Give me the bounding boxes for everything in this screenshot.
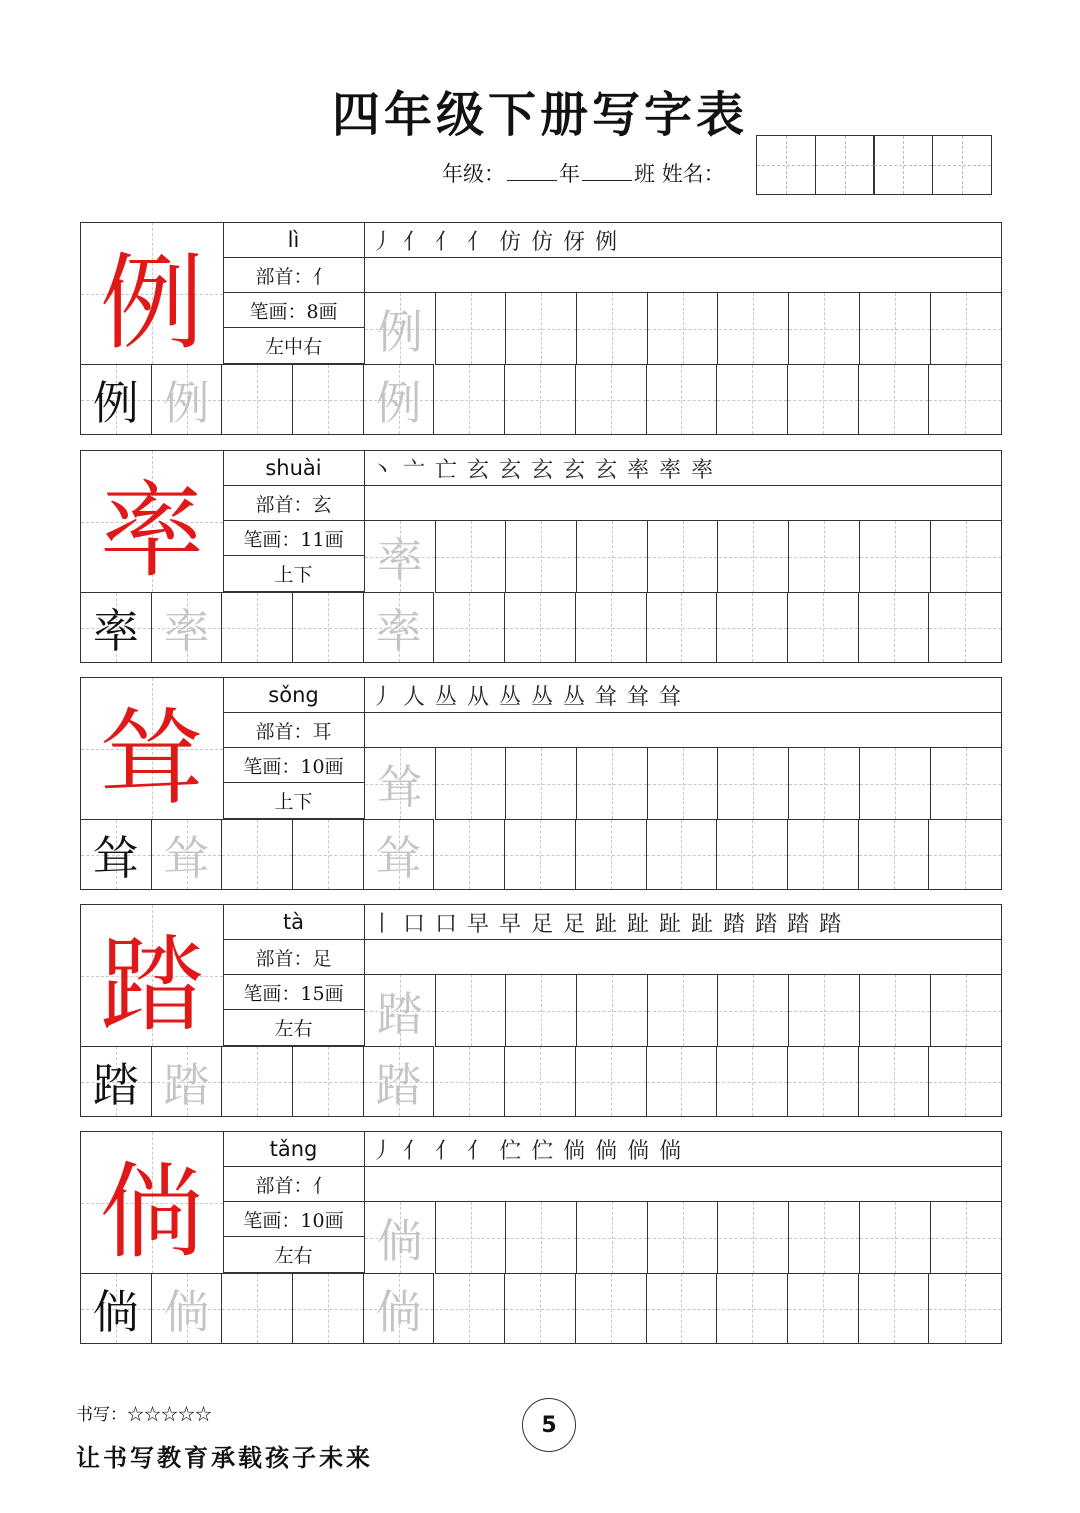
example-char: 例: [92, 375, 139, 430]
practice-cell[interactable]: [293, 364, 364, 434]
practice-cell[interactable]: [436, 975, 507, 1046]
stroke-step: 踏: [787, 911, 810, 937]
practice-cell[interactable]: [506, 1202, 577, 1273]
practice-cell[interactable]: [647, 1273, 718, 1343]
practice-cell[interactable]: [293, 819, 364, 889]
practice-cell[interactable]: [152, 1273, 223, 1343]
stroke-order-row: [365, 905, 1001, 940]
practice-cell[interactable]: [789, 1202, 860, 1273]
stroke-step: 亻: [467, 1138, 490, 1164]
practice-cell[interactable]: [435, 819, 506, 889]
practice-cell[interactable]: [929, 819, 1001, 889]
practice-cell[interactable]: [436, 293, 507, 364]
practice-cell[interactable]: [647, 364, 718, 434]
pinyin-label: sǒng: [223, 678, 365, 713]
practice-cell[interactable]: [788, 1046, 859, 1116]
stroke-step: 丶: [371, 457, 394, 483]
page-title: 四年级下册写字表: [331, 87, 748, 143]
year-suffix: 年: [559, 162, 580, 186]
practice-cell[interactable]: [860, 521, 931, 592]
practice-cell[interactable]: [364, 364, 435, 434]
stroke-step: 丿: [371, 1138, 394, 1164]
practice-cell[interactable]: [364, 819, 435, 889]
stroke-step: 耸: [595, 684, 618, 710]
practice-cell[interactable]: [152, 592, 223, 662]
stroke-step: 亻: [435, 1138, 458, 1164]
trace-char: 耸: [375, 830, 422, 885]
blank-row: [365, 940, 1001, 975]
stroke-step: 口: [403, 911, 426, 937]
practice-cell[interactable]: [81, 364, 152, 434]
trace-char: 率: [163, 603, 210, 658]
trace-char: 倘: [163, 1284, 210, 1339]
practice-cell[interactable]: [152, 364, 223, 434]
practice-cell[interactable]: [648, 975, 719, 1046]
stroke-step: 仿: [531, 229, 554, 255]
stroke-step: 率: [627, 457, 650, 483]
practice-cell[interactable]: [860, 975, 931, 1046]
practice-cell[interactable]: [365, 293, 436, 364]
practice-cell[interactable]: [222, 1046, 293, 1116]
practice-cell[interactable]: [719, 521, 790, 592]
practice-cell[interactable]: [435, 1273, 506, 1343]
trace-char: 例: [163, 375, 210, 430]
practice-cell[interactable]: [859, 819, 930, 889]
practice-cell[interactable]: [717, 1046, 788, 1116]
stroke-count-label: 笔画：8画: [223, 293, 365, 328]
practice-cell[interactable]: [364, 1273, 435, 1343]
practice-cell[interactable]: [81, 1046, 152, 1116]
practice-cell[interactable]: [577, 975, 648, 1046]
trace-char: 踏: [163, 1057, 210, 1112]
model-char-cell: [81, 223, 224, 365]
practice-cell[interactable]: [435, 364, 506, 434]
example-char: 倘: [92, 1284, 139, 1339]
practice-cell[interactable]: [789, 293, 860, 364]
practice-cell[interactable]: [931, 293, 1002, 364]
practice-cell[interactable]: [860, 293, 931, 364]
trace-char: 踏: [376, 986, 423, 1041]
stroke-order-row: [365, 223, 1001, 258]
practice-cell[interactable]: [436, 1202, 507, 1273]
stroke-step: 亻: [403, 229, 426, 255]
stroke-step: 趾: [691, 911, 714, 937]
model-char-cell: [81, 905, 224, 1047]
practice-cell[interactable]: [717, 1273, 788, 1343]
practice-cell[interactable]: [365, 975, 436, 1046]
structure-label: 左右: [223, 1237, 365, 1273]
practice-cell[interactable]: [576, 1273, 647, 1343]
trace-char: 例: [375, 375, 422, 430]
stroke-step: 倘: [563, 1138, 586, 1164]
stroke-step: 足: [563, 911, 586, 937]
stroke-count-label: 笔画：15画: [223, 975, 365, 1010]
practice-cell[interactable]: [222, 1273, 293, 1343]
practice-cell[interactable]: [860, 748, 931, 819]
trace-char: 耸: [163, 830, 210, 885]
stroke-step: 趾: [595, 911, 618, 937]
practice-cell[interactable]: [365, 521, 436, 592]
practice-cell[interactable]: [152, 1046, 223, 1116]
name-box[interactable]: [873, 135, 933, 195]
practice-cell[interactable]: [648, 521, 719, 592]
char-card: [80, 677, 1002, 890]
example-char: 率: [92, 603, 139, 658]
stroke-step: 玄: [595, 457, 618, 483]
practice-cell[interactable]: [789, 521, 860, 592]
stroke-step: 早: [499, 911, 522, 937]
practice-cell[interactable]: [577, 521, 648, 592]
practice-cell[interactable]: [81, 819, 152, 889]
practice-cell[interactable]: [505, 1046, 576, 1116]
trace-char: 倘: [376, 1213, 423, 1268]
stroke-step: 踏: [819, 911, 842, 937]
stroke-count-label: 笔画：11画: [223, 521, 365, 556]
practice-cell[interactable]: [576, 592, 647, 662]
practice-cell[interactable]: [365, 1202, 436, 1273]
stroke-step: 倘: [627, 1138, 650, 1164]
stroke-step: 口: [435, 911, 458, 937]
practice-cell[interactable]: [859, 592, 930, 662]
char-card: [80, 1131, 1002, 1344]
structure-label: 上下: [223, 556, 365, 592]
practice-cell[interactable]: [505, 592, 576, 662]
trace-char: 例: [376, 304, 423, 359]
practice-cell[interactable]: [647, 819, 718, 889]
practice-cell[interactable]: [929, 364, 1001, 434]
practice-cell[interactable]: [648, 293, 719, 364]
structure-label: 左中右: [223, 328, 365, 364]
char-card: [80, 222, 1002, 435]
practice-cell[interactable]: [81, 1273, 152, 1343]
practice-cell[interactable]: [931, 1202, 1002, 1273]
pinyin-label: shuài: [223, 451, 365, 486]
practice-cell[interactable]: [435, 1046, 506, 1116]
practice-cell[interactable]: [719, 1202, 790, 1273]
practice-cell[interactable]: [929, 1273, 1001, 1343]
blank-row: [365, 1167, 1001, 1202]
example-char: 耸: [92, 830, 139, 885]
practice-cell[interactable]: [929, 1046, 1001, 1116]
model-char-cell: [81, 1132, 224, 1274]
practice-cell[interactable]: [435, 592, 506, 662]
practice-cell[interactable]: [365, 748, 436, 819]
practice-cell[interactable]: [717, 819, 788, 889]
blank-row: [365, 258, 1001, 293]
practice-cell[interactable]: [506, 975, 577, 1046]
stroke-step: 伢: [563, 229, 586, 255]
stroke-step: 玄: [563, 457, 586, 483]
stroke-step: 人: [403, 684, 426, 710]
practice-cell[interactable]: [81, 592, 152, 662]
stroke-step: 亡: [435, 457, 458, 483]
stroke-step: 耸: [627, 684, 650, 710]
practice-cell[interactable]: [789, 748, 860, 819]
model-char: 耸: [99, 696, 204, 819]
practice-cell[interactable]: [293, 1273, 364, 1343]
model-char-cell: [81, 451, 224, 593]
model-char: 率: [99, 469, 204, 592]
stroke-step: 丛: [499, 684, 522, 710]
stroke-step: 足: [531, 911, 554, 937]
class-blank[interactable]: [582, 162, 632, 181]
stroke-step: 伫: [531, 1138, 554, 1164]
trace-char: 率: [375, 603, 422, 658]
stroke-order-row: [365, 1132, 1001, 1167]
stroke-step: 倘: [659, 1138, 682, 1164]
practice-cell[interactable]: [293, 1046, 364, 1116]
stroke-step: 丿: [371, 684, 394, 710]
page-number: 5: [522, 1398, 576, 1452]
stroke-step: 趾: [659, 911, 682, 937]
example-char: 踏: [92, 1057, 139, 1112]
blank-row: [365, 713, 1001, 748]
stroke-step: 丨: [371, 911, 394, 937]
practice-cell[interactable]: [789, 975, 860, 1046]
practice-cell[interactable]: [152, 819, 223, 889]
name-label: 姓名：: [661, 162, 725, 186]
stroke-step: 率: [659, 457, 682, 483]
practice-cell[interactable]: [436, 748, 507, 819]
practice-cell[interactable]: [648, 1202, 719, 1273]
stroke-step: 丛: [531, 684, 554, 710]
stroke-count-label: 笔画：10画: [223, 1202, 365, 1237]
practice-cell[interactable]: [860, 1202, 931, 1273]
stroke-step: 亻: [467, 229, 490, 255]
practice-cell[interactable]: [222, 364, 293, 434]
name-box[interactable]: [815, 135, 875, 195]
stroke-step: 踏: [755, 911, 778, 937]
pinyin-label: tǎng: [223, 1132, 365, 1167]
practice-cell[interactable]: [577, 1202, 648, 1273]
stroke-step: 早: [467, 911, 490, 937]
radical-label: 部首：亻: [223, 258, 365, 293]
practice-cell[interactable]: [436, 521, 507, 592]
trace-char: 踏: [375, 1057, 422, 1112]
practice-cell[interactable]: [859, 364, 930, 434]
pinyin-label: tà: [223, 905, 365, 940]
trace-char: 率: [376, 532, 423, 587]
practice-cell[interactable]: [505, 364, 576, 434]
stroke-step: 从: [467, 684, 490, 710]
stroke-count-label: 笔画：10画: [223, 748, 365, 783]
practice-cell[interactable]: [505, 1273, 576, 1343]
slogan: 让书写教育承载孩子未来: [76, 1443, 373, 1472]
practice-cell[interactable]: [293, 592, 364, 662]
practice-cell[interactable]: [506, 748, 577, 819]
stroke-step: 玄: [531, 457, 554, 483]
stroke-step: 例: [595, 229, 618, 255]
stroke-step: 丛: [435, 684, 458, 710]
trace-char: 倘: [375, 1284, 422, 1339]
practice-cell[interactable]: [859, 1273, 930, 1343]
practice-cell[interactable]: [648, 748, 719, 819]
practice-cell[interactable]: [788, 819, 859, 889]
practice-cell[interactable]: [788, 1273, 859, 1343]
practice-cell[interactable]: [505, 819, 576, 889]
practice-cell[interactable]: [859, 1046, 930, 1116]
practice-cell[interactable]: [647, 1046, 718, 1116]
stroke-step: 耸: [659, 684, 682, 710]
grade-blank[interactable]: [507, 162, 557, 181]
stroke-order-row: [365, 451, 1001, 486]
practice-cell[interactable]: [222, 819, 293, 889]
trace-char: 耸: [376, 759, 423, 814]
name-box[interactable]: [756, 135, 816, 195]
practice-cell[interactable]: [222, 592, 293, 662]
structure-label: 左右: [223, 1010, 365, 1046]
grade-label: 年级：: [442, 162, 505, 186]
radical-label: 部首：亻: [223, 1167, 365, 1202]
practice-cell[interactable]: [719, 748, 790, 819]
practice-cell[interactable]: [788, 592, 859, 662]
char-card: [80, 904, 1002, 1117]
practice-cell[interactable]: [719, 293, 790, 364]
practice-cell[interactable]: [576, 1046, 647, 1116]
model-char: 踏: [99, 923, 204, 1046]
stroke-step: 丛: [563, 684, 586, 710]
practice-cell[interactable]: [506, 293, 577, 364]
stroke-step: 率: [691, 457, 714, 483]
radical-label: 部首：玄: [223, 486, 365, 521]
stroke-step: 亠: [403, 457, 426, 483]
student-info-line: [442, 158, 725, 188]
structure-label: 上下: [223, 783, 365, 819]
practice-cell[interactable]: [717, 592, 788, 662]
char-card: [80, 450, 1002, 663]
practice-cell[interactable]: [577, 748, 648, 819]
stroke-step: 趾: [627, 911, 650, 937]
practice-cell[interactable]: [931, 748, 1002, 819]
model-char: 例: [99, 241, 204, 364]
name-boxes[interactable]: [756, 135, 990, 195]
stroke-order-row: [365, 678, 1001, 713]
practice-cell[interactable]: [929, 592, 1001, 662]
model-char: 倘: [99, 1150, 204, 1273]
stroke-step: 倘: [595, 1138, 618, 1164]
pinyin-label: lì: [223, 223, 365, 258]
practice-cell[interactable]: [576, 364, 647, 434]
practice-cell[interactable]: [647, 592, 718, 662]
stroke-step: 伫: [499, 1138, 522, 1164]
name-box[interactable]: [932, 135, 992, 195]
stroke-step: 踏: [723, 911, 746, 937]
practice-cell[interactable]: [364, 592, 435, 662]
practice-cell[interactable]: [931, 975, 1002, 1046]
writing-rating: 书写：☆☆☆☆☆: [76, 1405, 212, 1425]
stroke-step: 亻: [403, 1138, 426, 1164]
stroke-step: 玄: [467, 457, 490, 483]
practice-cell[interactable]: [931, 521, 1002, 592]
blank-row: [365, 486, 1001, 521]
practice-cell[interactable]: [364, 1046, 435, 1116]
stroke-step: 亻: [435, 229, 458, 255]
practice-cell[interactable]: [788, 364, 859, 434]
radical-label: 部首：耳: [223, 713, 365, 748]
practice-cell[interactable]: [576, 819, 647, 889]
practice-cell[interactable]: [506, 521, 577, 592]
practice-cell[interactable]: [719, 975, 790, 1046]
stroke-step: 仿: [499, 229, 522, 255]
class-suffix: 班: [634, 162, 655, 186]
stroke-step: 玄: [499, 457, 522, 483]
practice-cell[interactable]: [577, 293, 648, 364]
practice-cell[interactable]: [717, 364, 788, 434]
stroke-step: 丿: [371, 229, 394, 255]
model-char-cell: [81, 678, 224, 820]
radical-label: 部首：足: [223, 940, 365, 975]
